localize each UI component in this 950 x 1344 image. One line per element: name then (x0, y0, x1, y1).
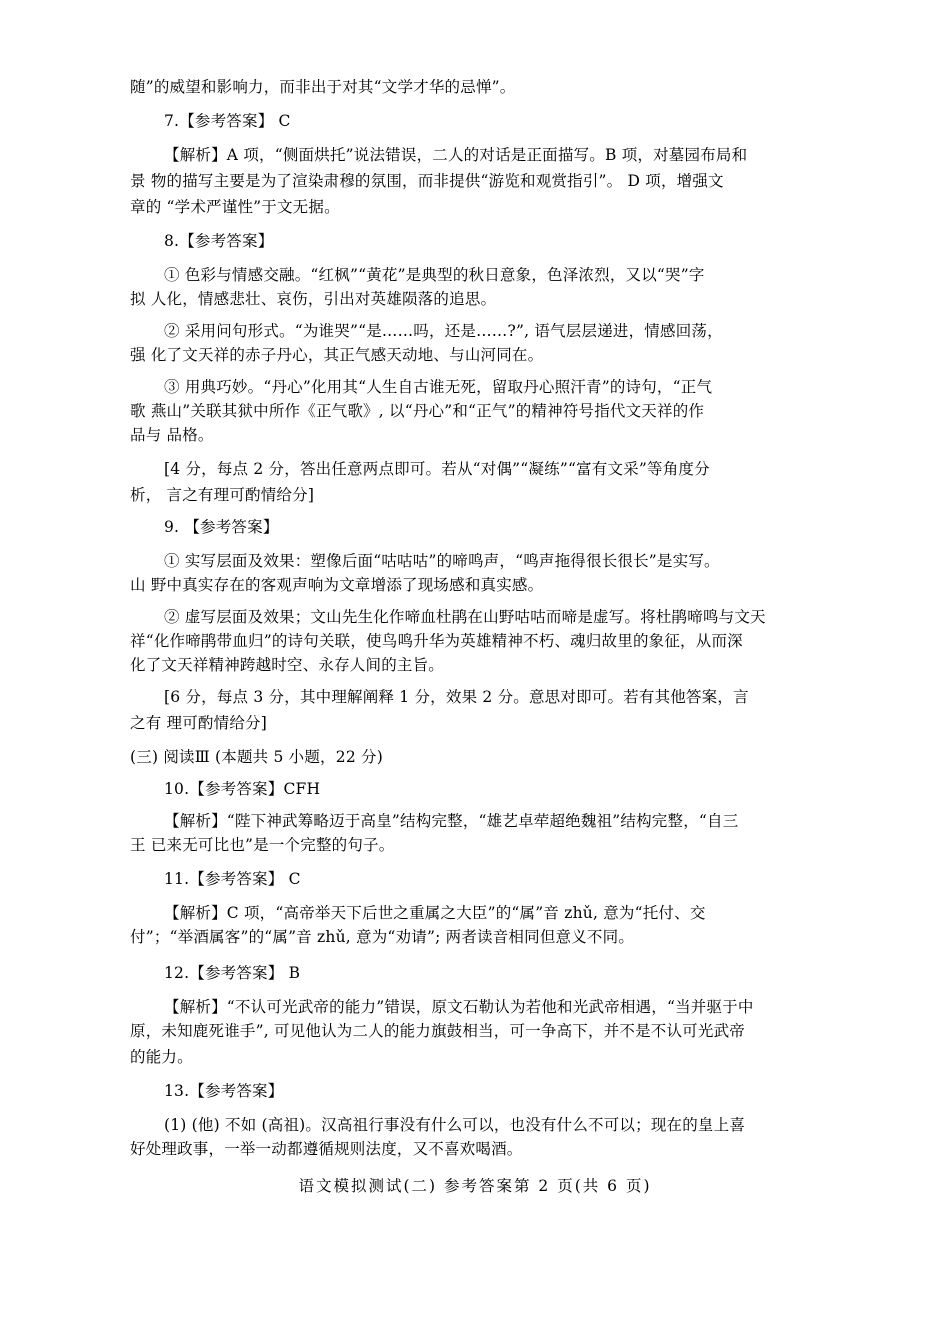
text-line: ② 虚写层面及效果；文山先生化作啼血杜鹃在山野咕咕而啼是虚写。将杜鹃啼鸣与文天 (164, 608, 766, 626)
text-line: 品与 品格。 (130, 426, 214, 444)
text-line: ② 采用问句形式。“为谁哭”“是……吗，还是……?”, 语气层层递进，情感回荡， (164, 322, 723, 340)
text-line: 化了文天祥精神跨越时空、永存人间的主旨。 (130, 656, 445, 674)
text-line: 的能力。 (130, 1048, 193, 1066)
scoring-note: [6 分，每点 3 分，其中理解阐释 1 分，效果 2 分。意思对即可。若有其他答案，言 (164, 688, 749, 706)
page-footer: 语文模拟测试(二) 参考答案第 2 页(共 6 页) (298, 1177, 652, 1195)
text-line: 章的 “学术严谨性”于文无据。 (130, 198, 340, 216)
answer-heading-10: 10.【参考答案】CFH (164, 780, 321, 798)
scoring-note: 析， 言之有理可酌情给分] (130, 486, 315, 504)
text-line: 拟 人化，情感悲壮、哀伤，引出对英雄陨落的追思。 (130, 290, 497, 308)
answer-heading-12: 12.【参考答案】 B (164, 964, 301, 982)
text-line: 好处理政事，一举一动都遵循规则法度，又不喜欢喝酒。 (130, 1140, 523, 1158)
text-line: 随”的威望和影响力，而非出于对其“文学才华的忌惮”。 (130, 78, 516, 96)
text-line: ① 色彩与情感交融。“红枫”“黄花”是典型的秋日意象，色泽浓烈，又以“哭”字 (164, 266, 705, 284)
text-line: 强 化了文天祥的赤子丹心，其正气感天动地、与山河同在。 (130, 346, 544, 364)
answer-heading-13: 13.【参考答案】 (164, 1082, 284, 1100)
text-line: 山 野中真实存在的客观声响为文章增添了现场感和真实感。 (130, 576, 544, 594)
scoring-note: 之有 理可酌情给分] (130, 714, 267, 732)
text-line: ① 实写层面及效果：塑像后面“咕咕咕”的啼鸣声，“鸣声拖得很长很长”是实写。 (164, 552, 720, 570)
answer-heading-8: 8.【参考答案】 (164, 232, 274, 250)
text-line: ③ 用典巧妙。“丹心”化用其“人生自古谁无死，留取丹心照汗青”的诗句，“正气 (164, 378, 713, 396)
text-line: (1) (他) 不如 (高祖)。汉高祖行事没有什么可以，也没有什么不可以；现在的皇上喜 (164, 1116, 746, 1134)
text-line: 景 物的描写主要是为了渲染肃穆的氛围，而非提供“游览和观赏指引”。 D 项，增强文 (130, 172, 724, 190)
text-line: 【解析】A 项，“侧面烘托”说法错误，二人的对话是正面描写。B 项，对墓园布局和 (164, 146, 748, 164)
text-line: 原，未知鹿死谁手”, 可见他认为二人的能力旗鼓相当，可一争高下，并不是不认可光武帝 (130, 1022, 745, 1040)
text-line: 付”；“举酒属客”的“属”音 zhǔ, 意为“劝请”; 两者读音相同但意义不同。 (130, 928, 635, 946)
answer-heading-11: 11.【参考答案】 C (164, 870, 301, 888)
text-line: 祥“化作啼鹃带血归”的诗句关联，使鸟鸣升华为英雄精神不朽、魂归故里的象征，从而深 (130, 632, 743, 650)
section-heading: (三) 阅读Ⅲ (本题共 5 小题，22 分) (130, 748, 383, 766)
text-line: 王 已来无可比也”是一个完整的句子。 (130, 836, 395, 854)
scoring-note: [4 分，每点 2 分，答出任意两点即可。若从“对偶”“凝练”“富有文采”等角度分 (164, 460, 710, 478)
text-line: 歌 燕山”关联其狱中所作《正气歌》, 以“丹心”和“正气”的精神符号指代文天祥的作 (130, 402, 705, 420)
text-line: 【解析】“陛下神武筹略迈于高皇”结构完整，“雄艺卓荦超绝魏祖”结构完整，“自三 (164, 812, 739, 830)
answer-heading-7: 7.【参考答案】 C (164, 112, 291, 130)
answer-heading-9: 9. 【参考答案】 (164, 518, 279, 536)
text-line: 【解析】C 项，“高帝举天下后世之重属之大臣”的“属”音 zhǔ, 意为“托付、交 (164, 904, 706, 922)
text-line: 【解析】“不认可光武帝的能力”错误，原文石勒认为若他和光武帝相遇，“当并驱于中 (164, 998, 754, 1016)
